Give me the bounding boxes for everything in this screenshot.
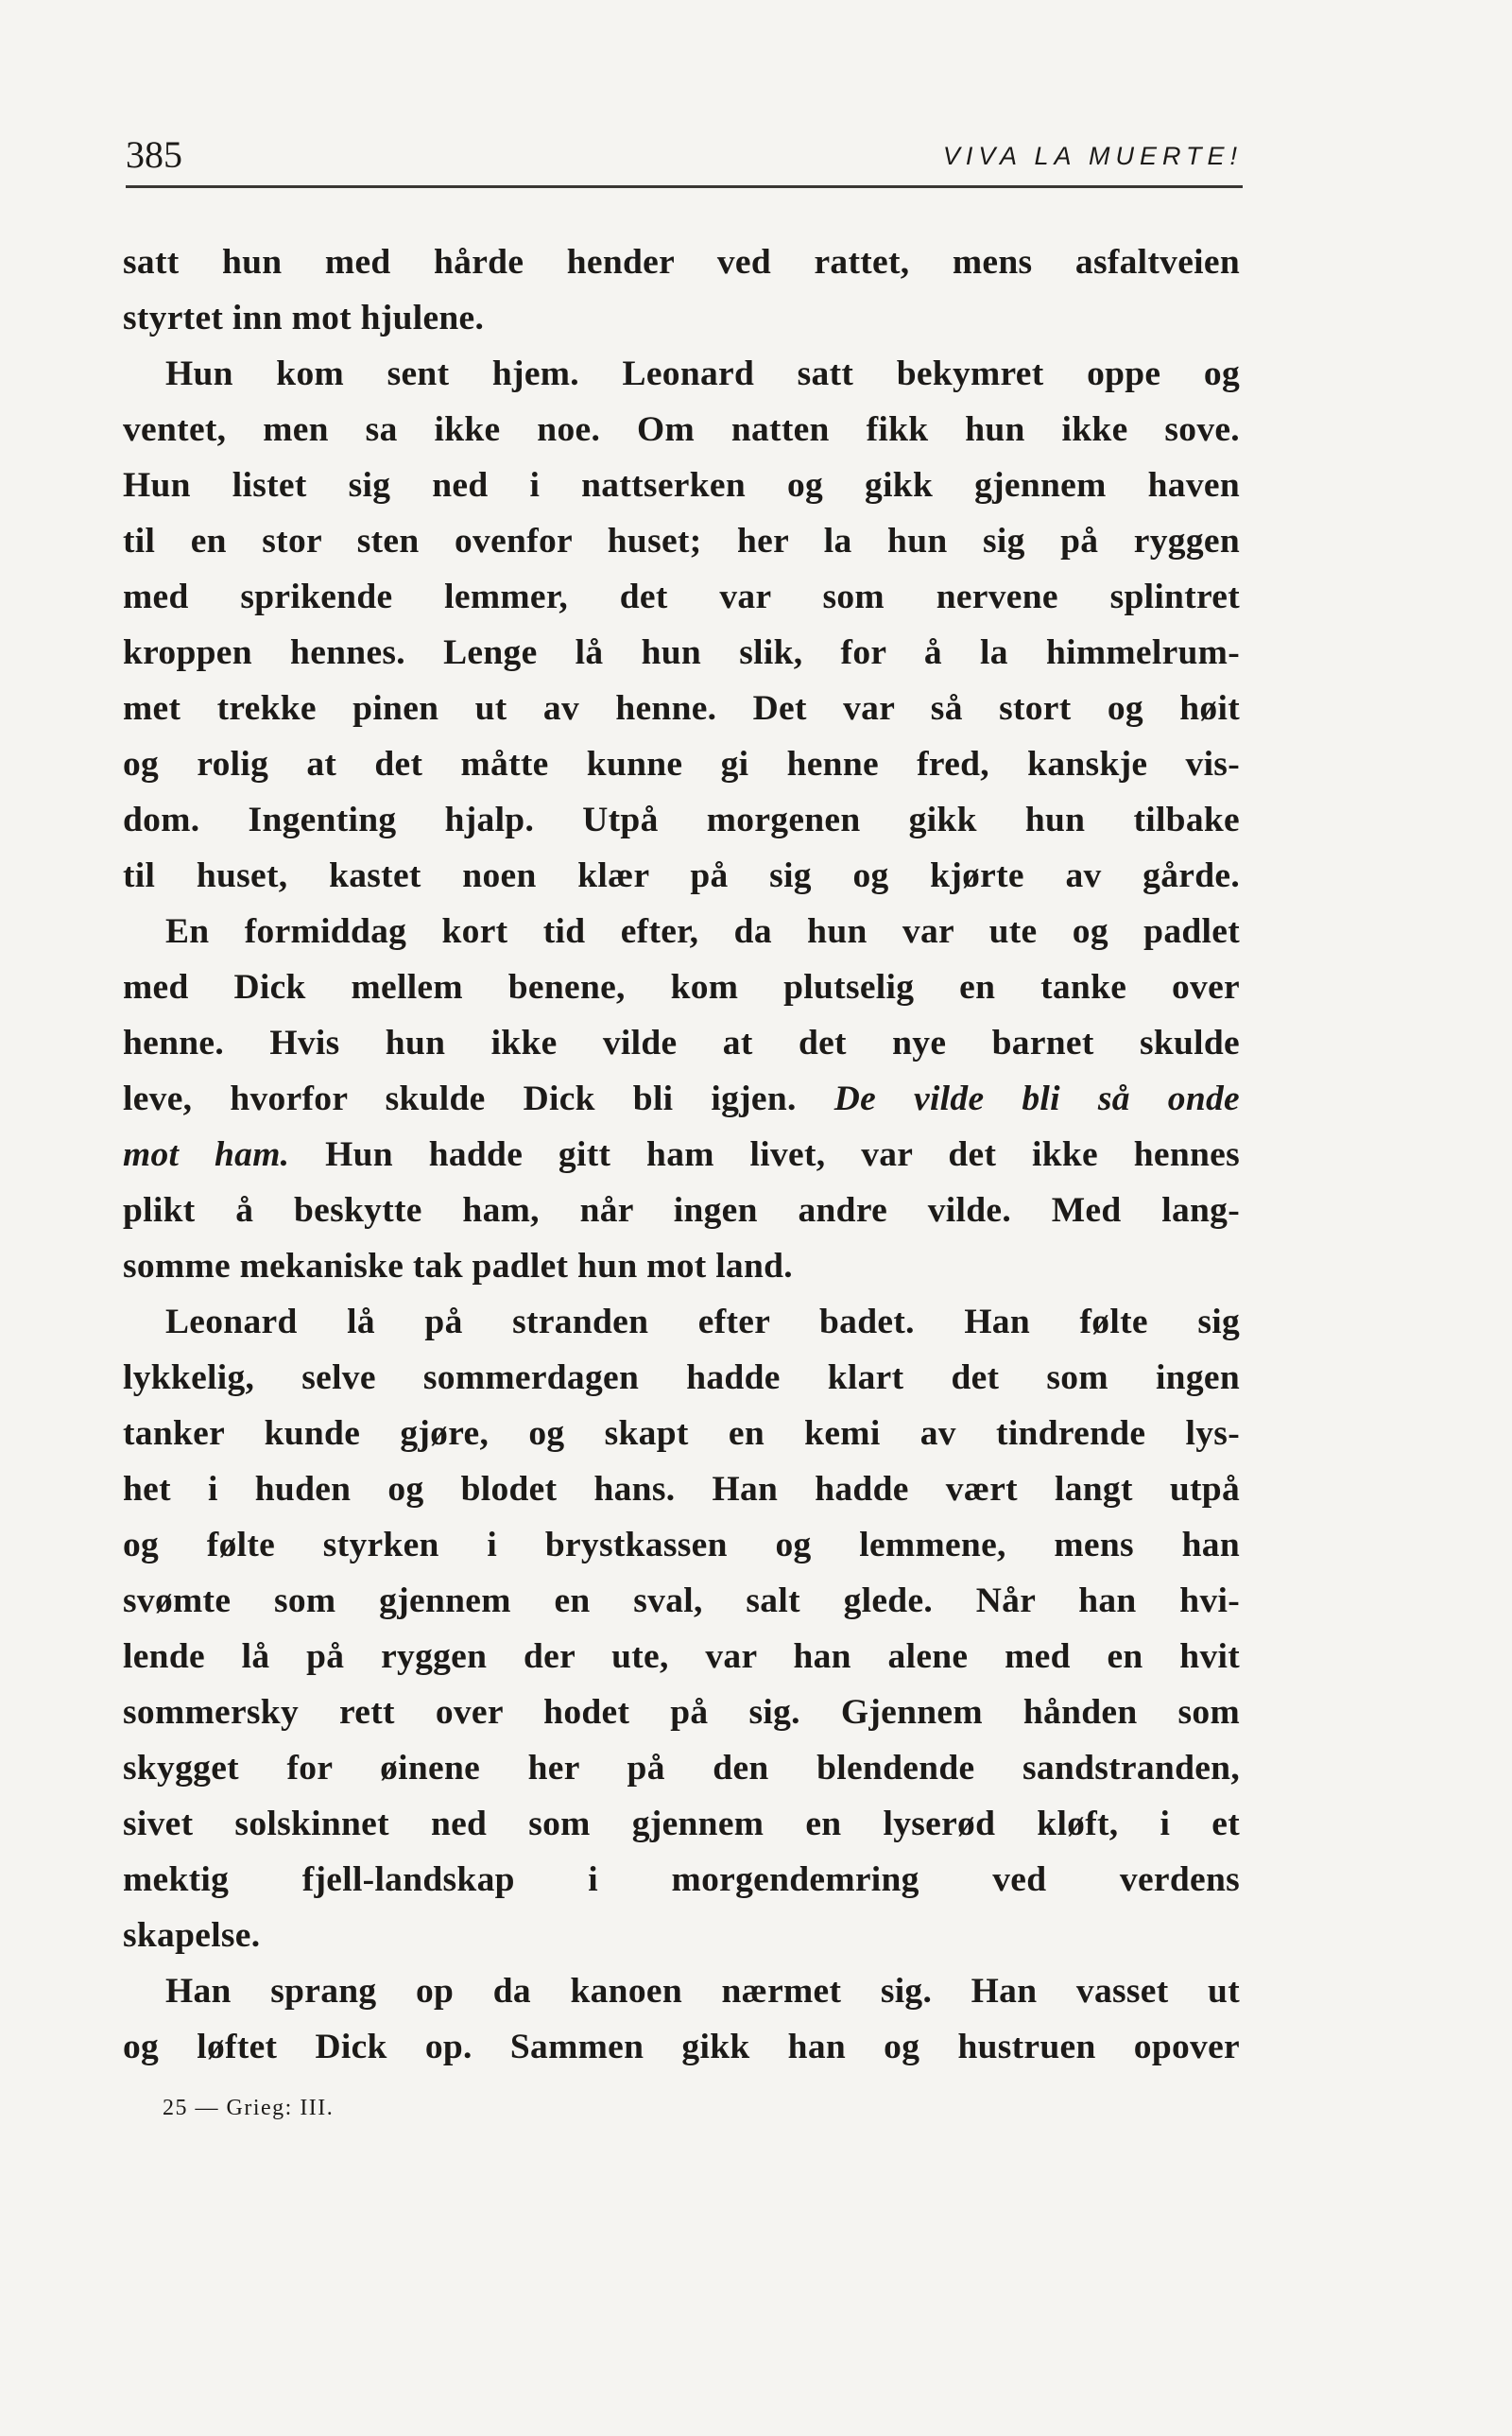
line-text: het i huden og blodet hans. Han hadde vært langt utpå: [123, 1470, 1240, 1509]
text-line: [123, 1796, 1240, 1852]
text-line: [123, 1183, 1240, 1238]
text-line: [123, 1908, 1240, 1963]
line-text: Hun kom sent hjem. Leonard satt bekymret oppe og: [165, 354, 1240, 393]
line-text: lende lå på ryggen der ute, var han alene med en hvit: [123, 1637, 1240, 1676]
text-line: [123, 1127, 1240, 1183]
running-header: [126, 132, 1243, 188]
text-line: [123, 1629, 1240, 1684]
line-text: henne. Hvis hun ikke vilde at det nye barnet skulde: [123, 1024, 1240, 1063]
line-text: Hun listet sig ned i nattserken og gikk gjennem haven: [123, 466, 1240, 505]
text-line: [123, 848, 1240, 904]
line-text: sommersky rett over hodet på sig. Gjennem hånden som: [123, 1693, 1240, 1732]
text-line: [123, 569, 1240, 625]
text-line: [123, 959, 1240, 1015]
text-line: [123, 1517, 1240, 1573]
line-text: Hun hadde gitt ham livet, var det ikke hennes: [325, 1135, 1240, 1174]
line-text: ventet, men sa ikke noe. Om natten fikk hun ikke sove.: [123, 410, 1240, 449]
line-text: Han sprang op da kanoen nærmet sig. Han vasset ut: [165, 1972, 1240, 2011]
text-line: [123, 1573, 1240, 1629]
line-text: somme mekaniske tak padlet hun mot land.: [123, 1247, 793, 1286]
line-text: skapelse.: [123, 1916, 261, 1955]
text-line: [123, 736, 1240, 792]
line-text: svømte som gjennem en sval, salt glede. Når han hvi-: [123, 1581, 1240, 1620]
body-text: [123, 234, 1240, 2075]
text-line: [123, 290, 1240, 346]
line-text: leve, hvorfor skulde Dick bli igjen.: [123, 1080, 797, 1118]
line-text: satt hun med hårde hender ved rattet, mens asfaltveien: [123, 243, 1240, 282]
text-line: [123, 904, 1240, 959]
line-text: dom. Ingenting hjalp. Utpå morgenen gikk hun tilbake: [123, 801, 1240, 839]
text-line: [123, 792, 1240, 848]
line-text: lykkelig, selve sommerdagen hadde klart det som ingen: [123, 1358, 1240, 1397]
line-text: og følte styrken i brystkassen og lemmene, mens han: [123, 1526, 1240, 1564]
text-line: [123, 1852, 1240, 1908]
line-text: En formiddag kort tid efter, da hun var ute og padlet: [165, 912, 1240, 951]
line-text: og løftet Dick op. Sammen gikk han og hustruen opover: [123, 2028, 1240, 2066]
text-line: [123, 346, 1240, 402]
printer-signature: 25 — Grieg: III.: [163, 2096, 335, 2120]
line-text: skygget for øinene her på den blendende sandstranden,: [123, 1749, 1240, 1788]
text-line: [123, 681, 1240, 736]
text-line: [123, 234, 1240, 290]
line-text: til huset, kastet noen klær på sig og kjørte av gårde.: [123, 856, 1240, 895]
text-line: [123, 2019, 1240, 2075]
text-line: [123, 1015, 1240, 1071]
text-line: [123, 1071, 1240, 1127]
line-text: Leonard lå på stranden efter badet. Han følte sig: [165, 1303, 1240, 1341]
text-line: [123, 1238, 1240, 1294]
line-text: med sprikende lemmer, det var som nervene splintret: [123, 578, 1240, 616]
line-text: og rolig at det måtte kunne gi henne fred, kanskje vis-: [123, 745, 1240, 784]
line-text: til en stor sten ovenfor huset; her la hun sig på ryggen: [123, 522, 1240, 561]
text-line: [123, 513, 1240, 569]
line-text: kroppen hennes. Lenge lå hun slik, for å la himmelrum-: [123, 633, 1240, 672]
text-line: [123, 402, 1240, 458]
text-line: [123, 1294, 1240, 1350]
text-line: [123, 625, 1240, 681]
line-text: tanker kunde gjøre, og skapt en kemi av tindrende lys-: [123, 1414, 1240, 1453]
text-line: [123, 1350, 1240, 1406]
running-title: VIVA LA MUERTE!: [942, 142, 1243, 170]
line-text: met trekke pinen ut av henne. Det var så stort og høit: [123, 689, 1240, 728]
line-text: styrtet inn mot hjulene.: [123, 299, 485, 337]
text-line: [123, 1684, 1240, 1740]
line-text: mektig fjell-landskap i morgendemring ved verdens: [123, 1860, 1240, 1899]
italic-phrase: mot ham.: [123, 1135, 290, 1174]
line-text: plikt å beskytte ham, når ingen andre vilde. Med lang-: [123, 1191, 1240, 1230]
text-line: [123, 458, 1240, 513]
page-number: 385: [126, 133, 182, 176]
text-line: [123, 1461, 1240, 1517]
text-line: [123, 1406, 1240, 1461]
italic-phrase: De vilde bli så onde: [833, 1080, 1240, 1118]
text-line: [123, 1740, 1240, 1796]
line-text: med Dick mellem benene, kom plutselig en tanke over: [123, 968, 1240, 1007]
text-line: [123, 1963, 1240, 2019]
line-text: sivet solskinnet ned som gjennem en lyserød kløft, i et: [123, 1805, 1240, 1843]
